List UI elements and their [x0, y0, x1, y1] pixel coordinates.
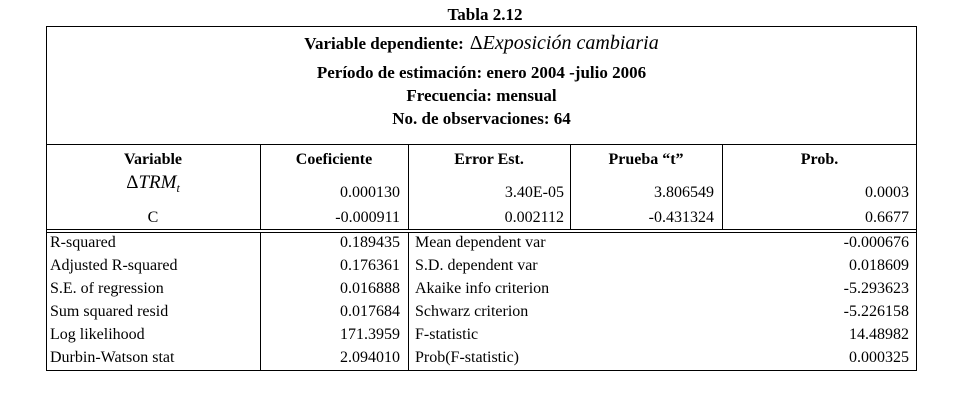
header-divider	[46, 144, 917, 145]
stat-left-value: 2.094010	[340, 349, 400, 366]
table-header	[46, 26, 917, 144]
stat-right-label: F-statistic	[415, 326, 479, 343]
stat-left-label: Sum squared resid	[50, 303, 169, 320]
delta-symbol: Δ	[126, 172, 139, 193]
stat-right-value: 0.000325	[849, 349, 909, 366]
col-header-variable: Variable	[123, 151, 183, 168]
observations: No. de observaciones: 64	[392, 109, 571, 128]
estimation-period: Período de estimación: enero 2004 -julio 2006	[316, 63, 647, 82]
row1-prob: 0.0003	[865, 184, 909, 201]
table-caption: Tabla 2.12	[447, 5, 523, 24]
stat-left-value: 0.176361	[340, 257, 400, 274]
stat-right-value: 0.018609	[849, 257, 909, 274]
delta-symbol: Δ	[469, 32, 483, 54]
dependent-symbol	[470, 32, 659, 54]
stat-left-value: 0.016888	[340, 280, 400, 297]
stat-left-value: 0.017684	[340, 303, 400, 320]
dependent-value: Exposición cambiaria	[482, 32, 659, 54]
stat-left-label: Adjusted R-squared	[50, 257, 178, 274]
row1-se: 3.40E-05	[504, 184, 564, 201]
stat-right-label: Akaike info criterion	[415, 280, 550, 297]
dependent-variable	[46, 33, 917, 54]
border-bottom	[46, 370, 917, 371]
stat-right-value: 14.48982	[849, 326, 909, 343]
stat-left-label: Log likelihood	[50, 326, 145, 343]
stat-right-label: Mean dependent var	[415, 234, 546, 251]
frequency: Frecuencia: mensual	[406, 86, 557, 105]
row2-prob: 0.6677	[865, 209, 909, 226]
col-header-se: Error Est.	[454, 151, 524, 168]
row2-se: 0.002112	[504, 209, 564, 226]
stat-right-value: -5.226158	[843, 303, 909, 320]
stat-right-label: Prob(F-statistic)	[415, 349, 519, 366]
variable-name: TRM	[138, 172, 177, 193]
stat-right-label: S.D. dependent var	[415, 257, 538, 274]
col-header-coef: Coeficiente	[295, 151, 373, 168]
dependent-label: Variable dependiente:	[304, 34, 464, 53]
stat-right-label: Schwarz criterion	[415, 303, 529, 320]
stat-right-value: -0.000676	[843, 234, 909, 251]
row1-variable	[46, 173, 260, 198]
variable-subscript: t	[176, 181, 180, 195]
stat-left-label: Durbin-Watson stat	[50, 349, 175, 366]
stats-col-divider	[408, 232, 409, 371]
stats-divider-1	[46, 229, 917, 230]
row2-variable: C	[147, 209, 159, 226]
stat-right-value: -5.293623	[843, 280, 909, 297]
stat-left-value: 171.3959	[340, 326, 400, 343]
row1-t: 3.806549	[654, 184, 714, 201]
row1-coef: 0.000130	[340, 184, 400, 201]
stat-left-label: S.E. of regression	[50, 280, 164, 297]
col-header-t: Prueba “t”	[608, 151, 684, 168]
col-header-prob: Prob.	[800, 151, 839, 168]
stat-left-value: 0.189435	[340, 234, 400, 251]
stat-left-label: R-squared	[50, 234, 116, 251]
regression-table	[46, 26, 917, 371]
row2-coef: -0.000911	[335, 209, 400, 226]
row2-t: -0.431324	[648, 209, 714, 226]
